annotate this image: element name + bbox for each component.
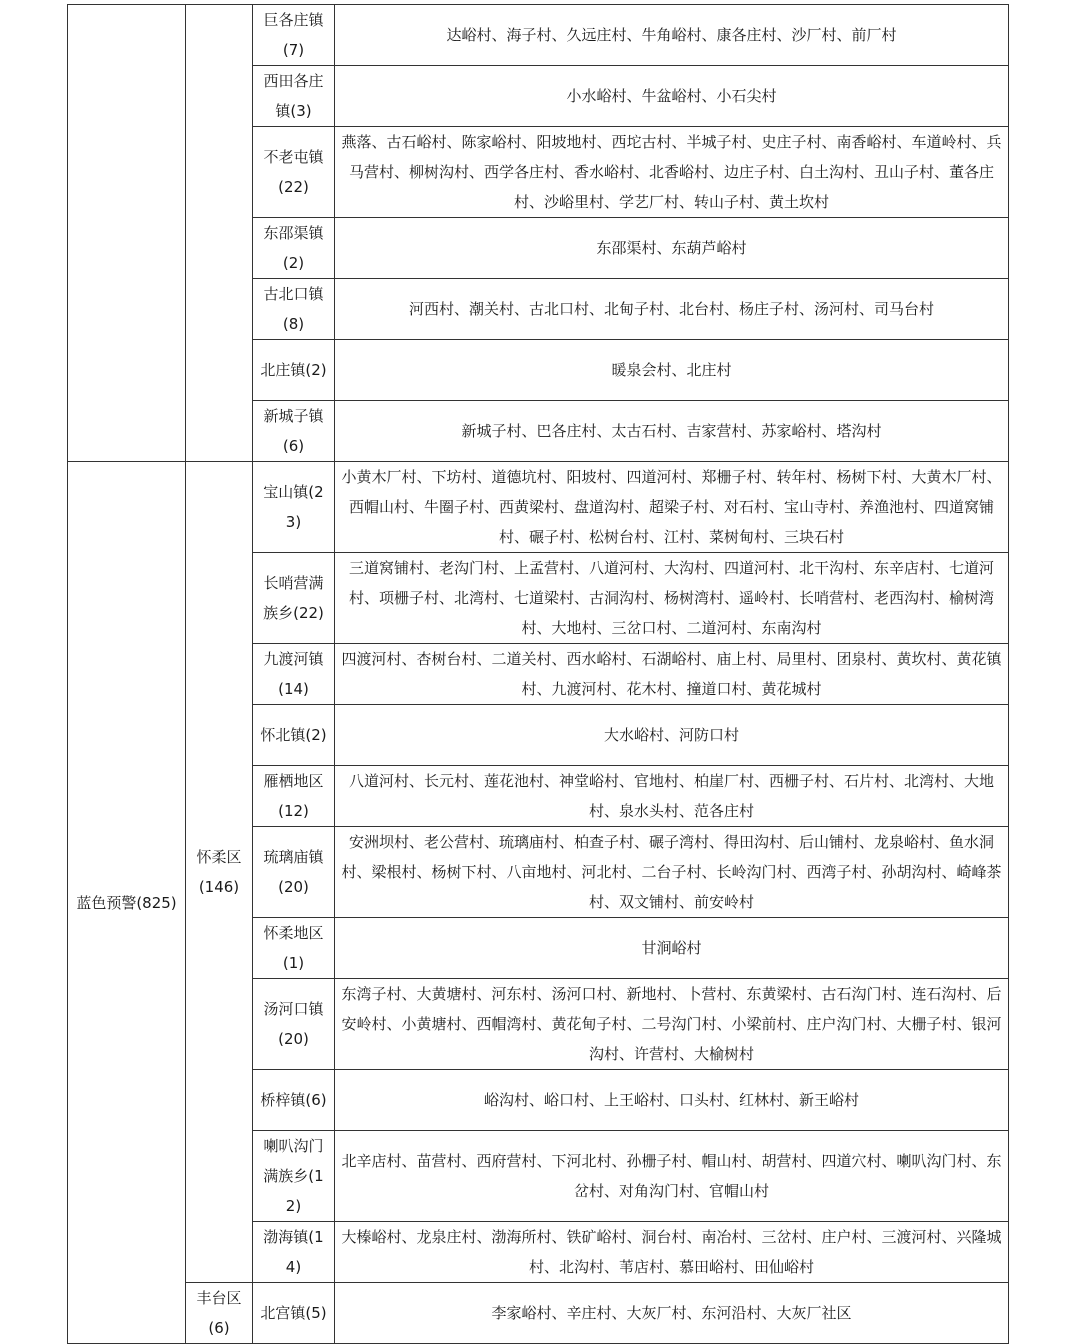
town-cell: 渤海镇(14): [253, 1222, 335, 1283]
villages-cell: 峪沟村、峪口村、上王峪村、口头村、红林村、新王峪村: [335, 1070, 1009, 1131]
town-cell: 汤河口镇(20): [253, 979, 335, 1070]
town-cell: 雁栖地区(12): [253, 766, 335, 827]
town-cell: 巨各庄镇(7): [253, 5, 335, 66]
district-cell-empty: [186, 5, 253, 462]
town-cell: 古北口镇(8): [253, 279, 335, 340]
villages-cell: 燕落、古石峪村、陈家峪村、阳坡地村、西坨古村、半城子村、史庄子村、南香峪村、车道岭村、兵马营村、柳树沟村、西学各庄村、香水峪村、北香峪村、边庄子村、白土沟村、丑山子村、董各庄村、沙峪里村、学艺厂村、转山子村、黄土坎村: [335, 127, 1009, 218]
level-cell-empty: [68, 5, 186, 462]
district-cell: [186, 462, 253, 1283]
town-cell: 怀柔地区(1): [253, 918, 335, 979]
villages-cell: 小黄木厂村、下坊村、道德坑村、阳坡村、四道河村、郑栅子村、转年村、杨树下村、大黄木厂村、西帽山村、牛圈子村、西黄梁村、盘道沟村、超梁子村、对石村、宝山寺村、养渔池村、四道窝铺村、碾子村、松树台村、江村、菜树甸村、三块石村: [335, 462, 1009, 553]
villages-cell: 达峪村、海子村、久远庄村、牛角峪村、康各庄村、沙厂村、前厂村: [335, 5, 1009, 66]
table-row: [68, 1283, 1009, 1344]
town-cell: 长哨营满族乡(22): [253, 553, 335, 644]
villages-cell: 东湾子村、大黄塘村、河东村、汤河口村、新地村、卜营村、东黄梁村、古石沟门村、连石沟村、后安岭村、小黄塘村、西帽湾村、黄花甸子村、二号沟门村、小梁前村、庄户沟门村、大栅子村、银河沟村、许营村、大榆树村: [335, 979, 1009, 1070]
villages-cell: 暖泉会村、北庄村: [335, 340, 1009, 401]
villages-cell: 四渡河村、杏树台村、二道关村、西水峪村、石湖峪村、庙上村、局里村、团泉村、黄坎村、黄花镇村、九渡河村、花木村、撞道口村、黄花城村: [335, 644, 1009, 705]
villages-cell: 八道河村、长元村、莲花池村、神堂峪村、官地村、柏崖厂村、西栅子村、石片村、北湾村、大地村、泉水头村、范各庄村: [335, 766, 1009, 827]
town-cell: 北宫镇(5): [253, 1283, 335, 1344]
town-cell: 西田各庄镇(3): [253, 66, 335, 127]
district-name: 丰台区: [196, 1289, 242, 1307]
villages-cell: 北辛店村、苗营村、西府营村、下河北村、孙栅子村、帽山村、胡营村、四道穴村、喇叭沟门村、东岔村、对角沟门村、官帽山村: [335, 1131, 1009, 1222]
district-count: (6): [208, 1319, 230, 1337]
villages-cell: 东邵渠村、东葫芦峪村: [335, 218, 1009, 279]
villages-cell: 李家峪村、辛庄村、大灰厂村、东河沿村、大灰厂社区: [335, 1283, 1009, 1344]
table-row: [68, 5, 1009, 66]
town-cell: 宝山镇(23): [253, 462, 335, 553]
village-warning-table: [67, 4, 1009, 1344]
district-cell: [186, 1283, 253, 1344]
villages-cell: 河西村、潮关村、古北口村、北甸子村、北台村、杨庄子村、汤河村、司马台村: [335, 279, 1009, 340]
town-cell: 北庄镇(2): [253, 340, 335, 401]
town-cell: 不老屯镇(22): [253, 127, 335, 218]
town-cell: 桥梓镇(6): [253, 1070, 335, 1131]
town-cell: 新城子镇(6): [253, 401, 335, 462]
villages-cell: 甘涧峪村: [335, 918, 1009, 979]
district-name: 怀柔区: [196, 848, 242, 866]
town-cell: 东邵渠镇(2): [253, 218, 335, 279]
villages-cell: 新城子村、巴各庄村、太古石村、吉家营村、苏家峪村、塔沟村: [335, 401, 1009, 462]
villages-cell: 大水峪村、河防口村: [335, 705, 1009, 766]
town-cell: 琉璃庙镇(20): [253, 827, 335, 918]
warning-level-cell: 蓝色预警(825): [68, 462, 186, 1344]
villages-cell: 三道窝铺村、老沟门村、上孟营村、八道河村、大沟村、四道河村、北干沟村、东辛店村、七道河村、项栅子村、北湾村、七道梁村、古洞沟村、杨树湾村、遥岭村、长哨营村、老西沟村、榆树湾村、大地村、三岔口村、二道河村、东南沟村: [335, 553, 1009, 644]
town-cell: 九渡河镇(14): [253, 644, 335, 705]
villages-cell: 大榛峪村、龙泉庄村、渤海所村、铁矿峪村、洞台村、南冶村、三岔村、庄户村、三渡河村、兴隆城村、北沟村、苇店村、慕田峪村、田仙峪村: [335, 1222, 1009, 1283]
villages-cell: 小水峪村、牛盆峪村、小石尖村: [335, 66, 1009, 127]
villages-cell: 安洲坝村、老公营村、琉璃庙村、柏查子村、碾子湾村、得田沟村、后山铺村、龙泉峪村、鱼水洞村、梁根村、杨树下村、八亩地村、河北村、二台子村、长岭沟门村、西湾子村、孙胡沟村、崎峰茶村、双文铺村、前安岭村: [335, 827, 1009, 918]
table-row: [68, 462, 1009, 553]
town-cell: 怀北镇(2): [253, 705, 335, 766]
district-count: (146): [198, 878, 240, 896]
town-cell: 喇叭沟门满族乡(12): [253, 1131, 335, 1222]
